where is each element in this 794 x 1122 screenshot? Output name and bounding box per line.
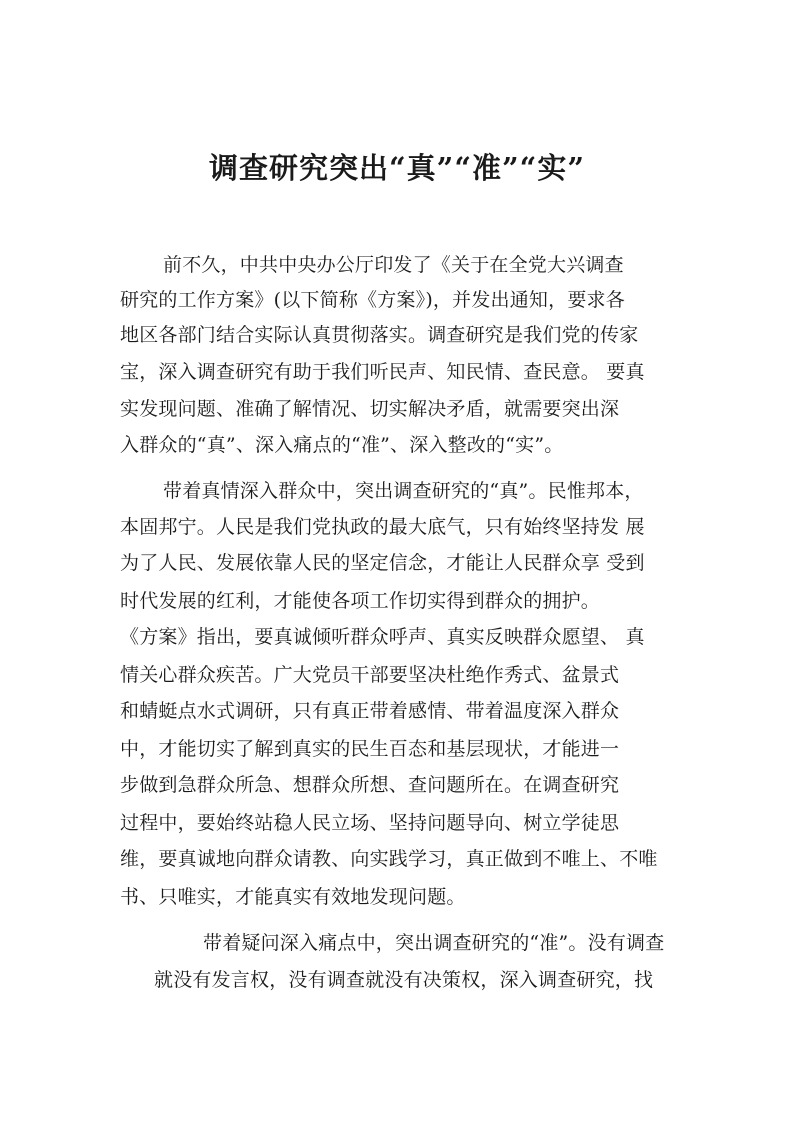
body-line-10: 时代发展的红利，才能使各项工作切实得到群众的拥护。	[120, 590, 601, 612]
body-line-5: 实发现问题、准确了解情况、切实解决矛盾，就需要突出深	[120, 398, 620, 420]
body-line-6: 入群众的“真”、深入痛点的“准”、深入整改的“实”。	[120, 434, 564, 456]
body-line-15: 步做到急群众所急、想群众所想、查问题所在。在调查研究	[120, 774, 620, 796]
body-line-12: 情关心群众疾苦。广大党员干部要坚决杜绝作秀式、盆景式	[120, 664, 620, 686]
body-line-7: 带着真情深入群众中，突出调查研究的“真”。民惟邦本，	[163, 480, 644, 502]
document-title: 调查研究突出“真”“准”“实”	[208, 151, 586, 185]
body-line-2: 研究的工作方案》(以下简称《方案》)，并发出通知，要求各	[120, 289, 625, 311]
body-line-17: 维，要真诚地向群众请教、向实践学习，真正做到不唯上、不唯	[120, 848, 658, 870]
body-line-14: 中，才能切实了解到真实的民生百态和基层现状，才能进一	[120, 738, 620, 760]
body-line-18: 书、只唯实，才能真实有效地发现问题。	[120, 886, 466, 908]
body-line-9: 为了人民、发展依靠人民的坚定信念，才能让人民群众享 受到	[120, 552, 645, 574]
body-line-19: 带着疑问深入痛点中，突出调查研究的“准”。没有调查	[203, 932, 665, 954]
body-line-16: 过程中，要始终站稳人民立场、坚持问题导向、树立学徒思	[120, 812, 620, 834]
body-line-8: 本固邦宁。人民是我们党执政的最大底气，只有始终坚持发 展	[120, 516, 645, 538]
body-line-4: 宝，深入调查研究有助于我们听民声、知民情、查民意。 要真	[120, 361, 645, 383]
body-line-20: 就没有发言权，没有调查就没有决策权，深入调查研究，找	[154, 969, 654, 991]
body-line-3: 地区各部门结合实际认真贯彻落实。调查研究是我们党的传家	[120, 324, 639, 346]
body-line-13: 和蜻蜓点水式调研，只有真正带着感情、带着温度深入群众	[120, 700, 620, 722]
body-line-1: 前不久，中共中央办公厅印发了《关于在全党大兴调查	[163, 254, 624, 276]
body-line-11: 《方案》指出，要真诚倾听群众呼声、真实反映群众愿望、 真	[120, 626, 645, 648]
